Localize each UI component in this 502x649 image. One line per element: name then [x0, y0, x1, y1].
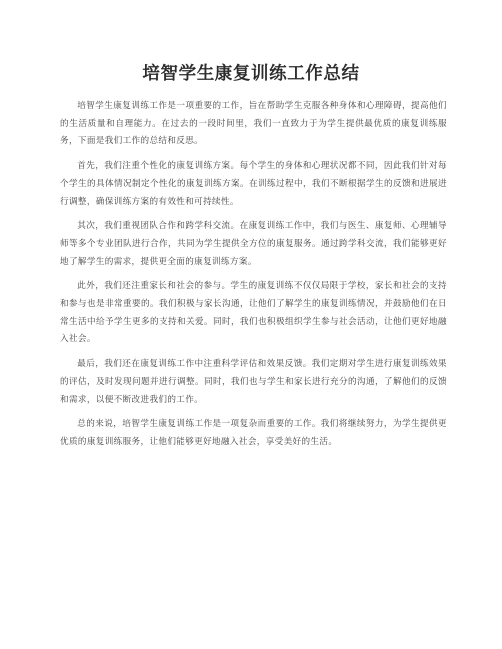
paragraph-teamwork: 其次，我们重视团队合作和跨学科交流。在康复训练工作中，我们与医生、康复师、心理辅导师等多个专业团队进行合作，共同为学生提供全方位的康复服务。通过跨学科交流，我们能够更好地了解学生的需求，提供更全面的康复训练方案。 [60, 221, 447, 267]
document-body [60, 98, 447, 459]
paragraph-personalized-plan: 首先，我们注重个性化的康复训练方案。每个学生的身体和心理状况都不同，因此我们针对每个学生的具体情况制定个性化的康复训练方案。在训练过程中，我们不断根据学生的反馈和进展进行调整，确保训练方案的有效性和可持续性。 [60, 161, 447, 207]
paragraph-family-society: 此外，我们还注重家长和社会的参与。学生的康复训练不仅仅局限于学校，家长和社会的支持和参与也是非常重要的。我们积极与家长沟通，让他们了解学生的康复训练情况，并鼓励他们在日常生活中给予学生更多的支持和关爱。同时，我们也积极组织学生参与社会活动，让他们更好地融入社会。 [60, 281, 447, 345]
paragraph-intro: 培智学生康复训练工作是一项重要的工作，旨在帮助学生克服各种身体和心理障碍，提高他们的生活质量和自理能力。在过去的一段时间里，我们一直致力于为学生提供最优质的康复训练服务，下面是我们工作的总结和反思。 [60, 101, 447, 147]
paragraph-conclusion: 总的来说，培智学生康复训练工作是一项复杂而重要的工作。我们将继续努力，为学生提供更优质的康复训练服务，让他们能够更好地融入社会，享受美好的生活。 [60, 419, 447, 447]
paragraph-assessment: 最后，我们还在康复训练工作中注重科学评估和效果反馈。我们定期对学生进行康复训练效果的评估，及时发现问题并进行调整。同时，我们也与学生和家长进行充分的沟通，了解他们的反馈和需求，以便不断改进我们的工作。 [60, 359, 447, 405]
document-title: 培智学生康复训练工作总结 [142, 64, 360, 84]
